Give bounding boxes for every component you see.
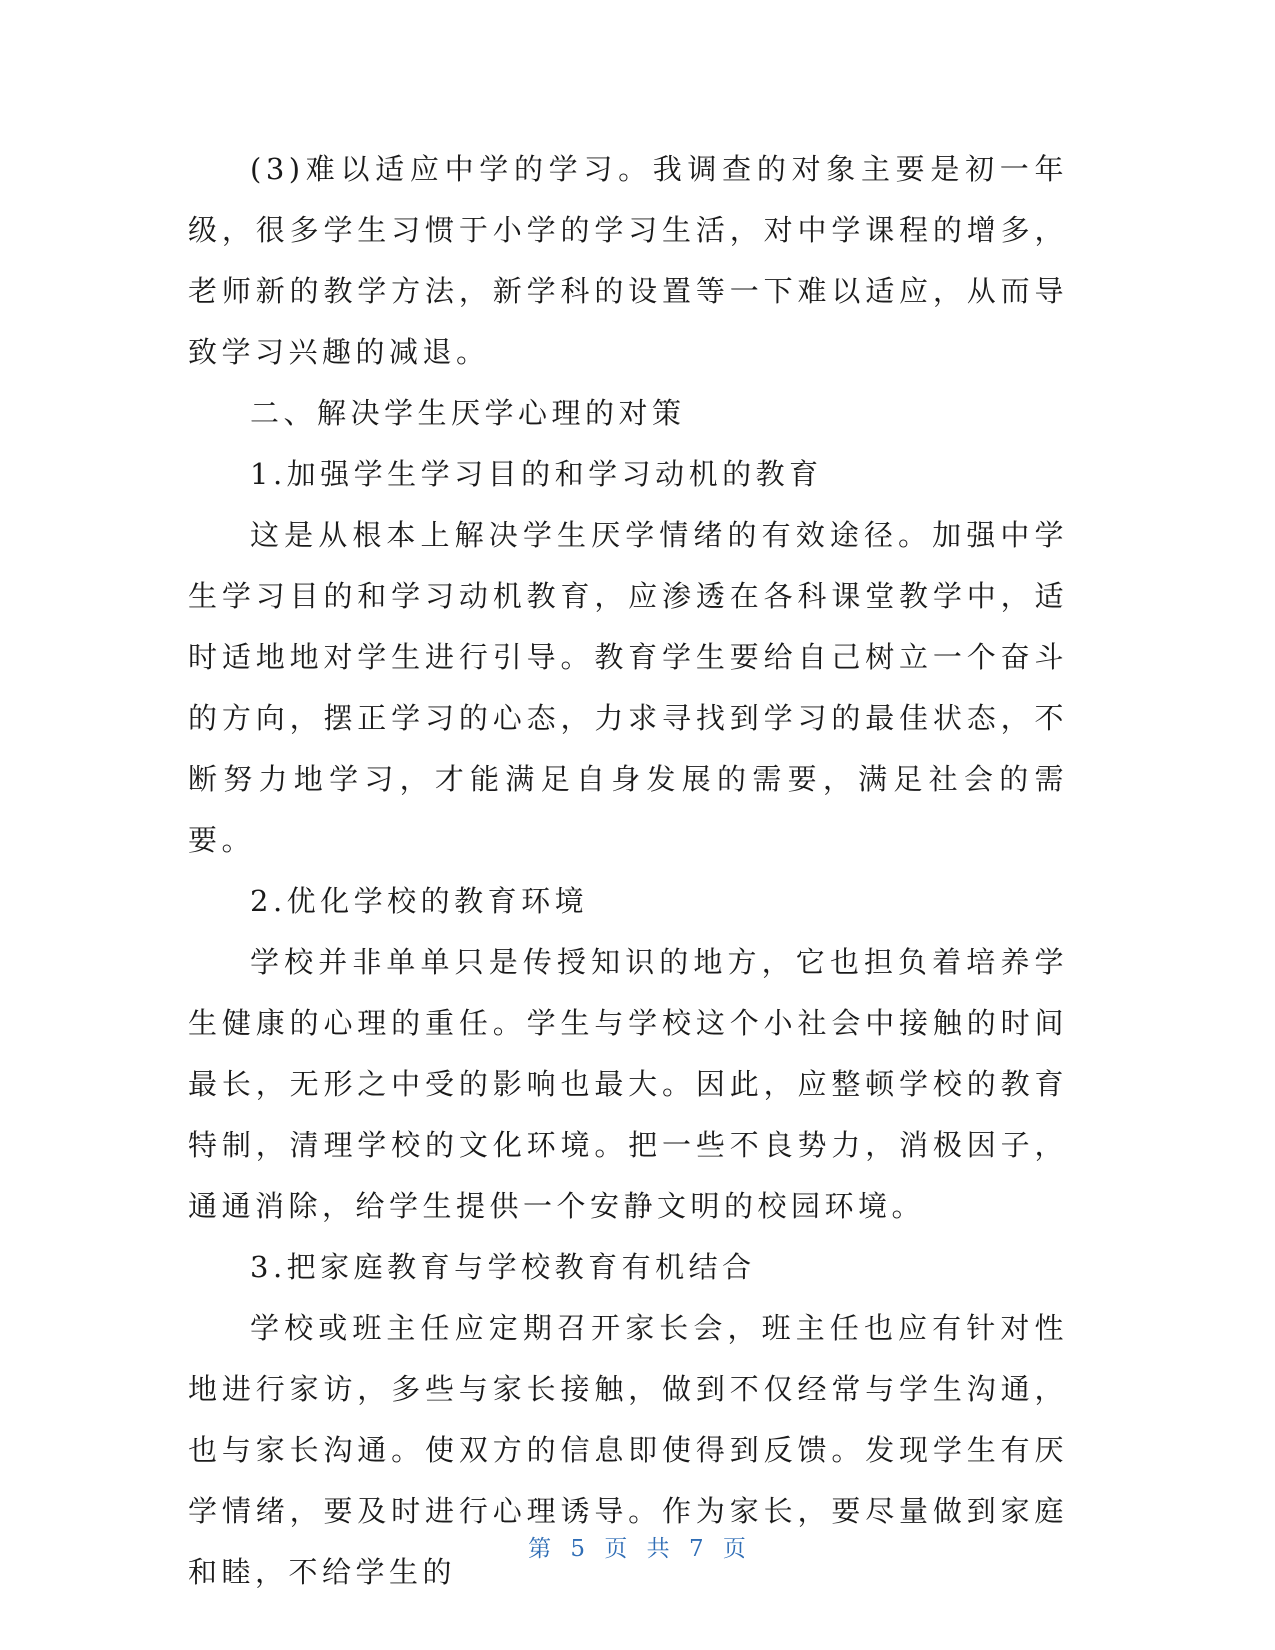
- subheading-learning-motivation: 1.加强学生学习目的和学习动机的教育: [250, 457, 823, 491]
- subheading-family-school: 3.把家庭教育与学校教育有机结合: [250, 1250, 756, 1284]
- paragraph-difficulty-adapting: (3)难以适应中学的学习。我调查的对象主要是初一年级，很多学生习惯于小学的学习生活，对中学课程的增多，老师新的教学方法，新学科的设置等一下难以适应，从而导致学习兴趣的减退。: [188, 152, 1068, 369]
- paragraph-school-environment: 学校并非单单只是传授知识的地方，它也担负着培养学生健康的心理的重任。学生与学校这个小社会中接触的时间最长，无形之中受的影响也最大。因此，应整顿学校的教育特制，清理学校的文化环境。把一些不良势力，消极因子，通通消除，给学生提供一个安静文明的校园环境。: [188, 945, 1068, 1223]
- paragraph-family-school: 学校或班主任应定期召开家长会，班主任也应有针对性地进行家访，多些与家长接触，做到不仅经常与学生沟通，也与家长沟通。使双方的信息即使得到反馈。发现学生有厌学情绪，要及时进行心理诱导。作为家长，要尽量做到家庭和睦，不给学生的: [188, 1311, 1068, 1589]
- paragraph-learning-motivation: 这是从根本上解决学生厌学情绪的有效途径。加强中学生学习目的和学习动机教育，应渗透在各科课堂教学中，适时适地地对学生进行引导。教育学生要给自己树立一个奋斗的方向，摆正学习的心态，力求寻找到学习的最佳状态，不断努力地学习，才能满足自身发展的需要，满足社会的需要。: [188, 518, 1068, 857]
- section-heading-solutions: 二、解决学生厌学心理的对策: [250, 396, 686, 430]
- page-number-footer: 第 5 页 共 7 页: [528, 1536, 747, 1562]
- document-body: [188, 139, 1068, 1603]
- subheading-school-environment: 2.优化学校的教育环境: [250, 884, 589, 918]
